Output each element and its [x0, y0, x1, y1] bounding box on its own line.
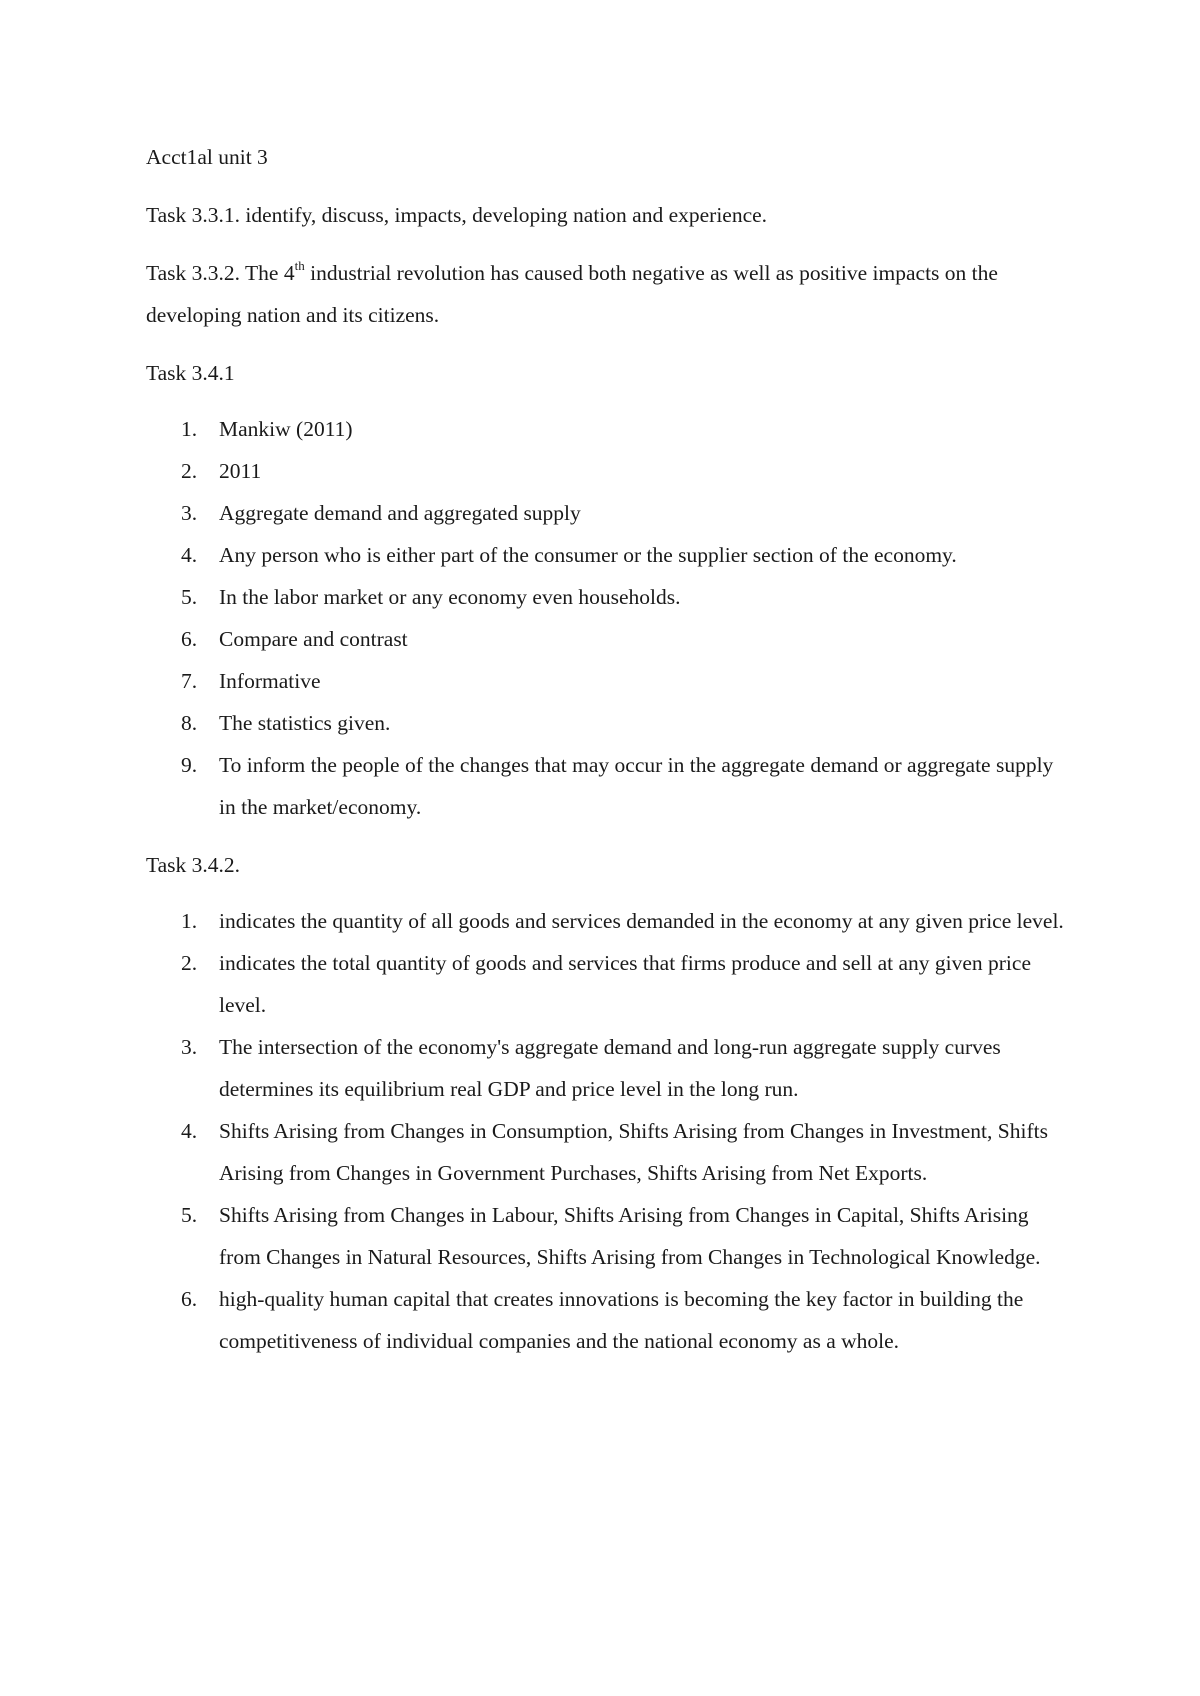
list-item-text: The intersection of the economy's aggregate demand and long-run aggregate supply curves determines its equilibrium real GDP and price level in the long run.	[219, 1035, 1001, 1101]
list-item-number: 6.	[181, 627, 198, 651]
list-item-number: 1.	[181, 909, 198, 933]
list-item-text: To inform the people of the changes that may occur in the aggregate demand or aggregate supply in the market/economy.	[219, 753, 1054, 819]
list-item-text: Shifts Arising from Changes in Labour, Shifts Arising from Changes in Capital, Shifts Arising from Changes in Natural Resources, Shifts Arising from Changes in Technological Knowledge.	[219, 1203, 1041, 1269]
list-item	[146, 1194, 1066, 1278]
list-item-text: indicates the total quantity of goods and services that firms produce and sell at any given price level.	[219, 951, 1031, 1017]
list-item-text: The statistics given.	[219, 711, 391, 735]
task-3-4-1-heading: Task 3.4.1	[146, 361, 235, 385]
task-3-4-1-list	[146, 408, 1066, 828]
list-item-text: high-quality human capital that creates innovations is becoming the key factor in building the competitiveness of individual companies and the national economy as a whole.	[219, 1287, 1024, 1353]
document-page	[146, 136, 1066, 1378]
list-item-number: 2.	[181, 951, 198, 975]
list-item-number: 2.	[181, 459, 198, 483]
list-item-text: Informative	[219, 669, 321, 693]
task-3-4-2-list	[146, 900, 1066, 1362]
list-item-number: 1.	[181, 417, 198, 441]
list-item-number: 6.	[181, 1287, 198, 1311]
list-item-text: 2011	[219, 459, 262, 483]
list-item	[146, 576, 1066, 618]
list-item-number: 3.	[181, 1035, 198, 1059]
list-item	[146, 450, 1066, 492]
list-item-text: Any person who is either part of the consumer or the supplier section of the economy.	[219, 543, 957, 567]
list-item	[146, 744, 1066, 828]
list-item	[146, 1110, 1066, 1194]
task-3-3-2-superscript: th	[294, 257, 305, 273]
list-item-number: 9.	[181, 753, 198, 777]
list-item-text: Aggregate demand and aggregated supply	[219, 501, 581, 525]
list-item	[146, 1026, 1066, 1110]
document-title: Acct1al unit 3	[146, 145, 268, 169]
task-3-3-1-paragraph: Task 3.3.1. identify, discuss, impacts, developing nation and experience.	[146, 203, 768, 227]
list-item-number: 5.	[181, 585, 198, 609]
list-item	[146, 534, 1066, 576]
list-item-number: 5.	[181, 1203, 198, 1227]
list-item	[146, 660, 1066, 702]
list-item	[146, 1278, 1066, 1362]
task-3-3-2-paragraph	[146, 252, 1066, 336]
list-item-text: Shifts Arising from Changes in Consumption, Shifts Arising from Changes in Investment, Shifts Arising from Changes in Government Purchases, Shifts Arising from Net Exports.	[219, 1119, 1048, 1185]
list-item-text: Compare and contrast	[219, 627, 408, 651]
list-item-number: 3.	[181, 501, 198, 525]
list-item	[146, 702, 1066, 744]
list-item	[146, 942, 1066, 1026]
list-item	[146, 408, 1066, 450]
list-item-text: In the labor market or any economy even households.	[219, 585, 681, 609]
list-item	[146, 492, 1066, 534]
task-3-3-2-text-start: Task 3.3.2. The 4	[146, 261, 295, 285]
list-item-number: 4.	[181, 1119, 198, 1143]
list-item-number: 7.	[181, 669, 198, 693]
task-3-3-2-text-end: industrial revolution has caused both negative as well as positive impacts on the developing nation and its citizens.	[146, 261, 998, 327]
list-item	[146, 900, 1066, 942]
list-item-text: Mankiw (2011)	[219, 417, 353, 441]
list-item-number: 4.	[181, 543, 198, 567]
list-item-text: indicates the quantity of all goods and services demanded in the economy at any given price level.	[219, 909, 1064, 933]
task-3-4-2-heading: Task 3.4.2.	[146, 853, 241, 877]
list-item	[146, 618, 1066, 660]
list-item-number: 8.	[181, 711, 198, 735]
